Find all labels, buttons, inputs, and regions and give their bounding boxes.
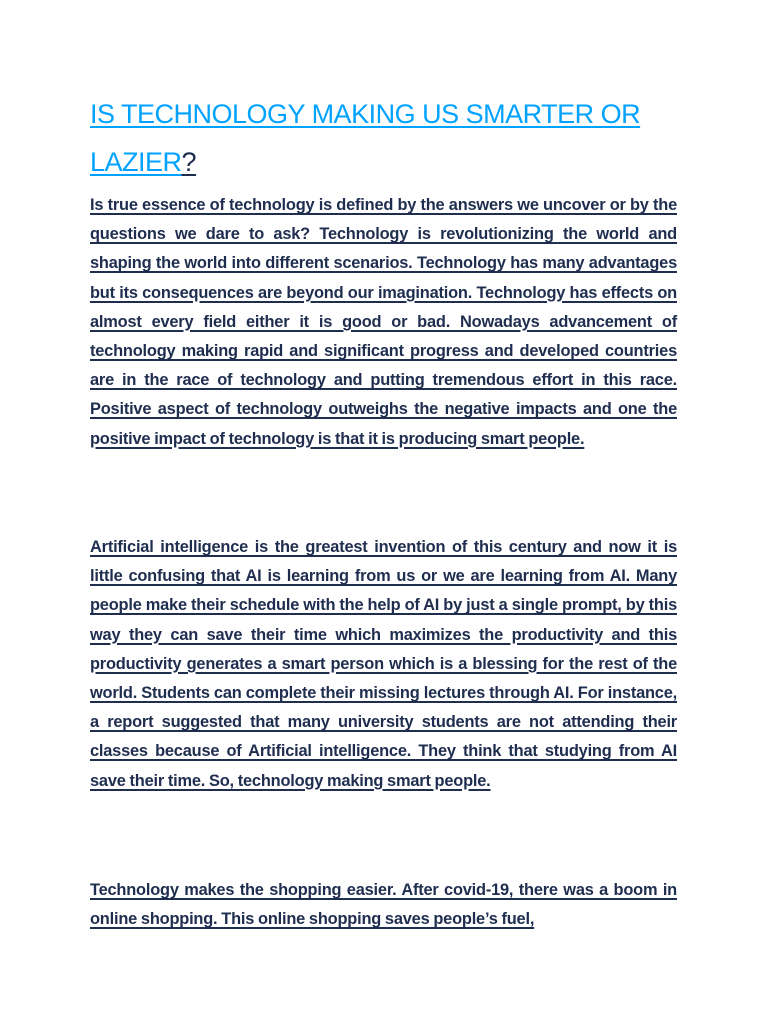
paragraph-shopping: Technology makes the shopping easier. After covid-19, there was a boom in online shopping. This online shopping saves people’s fuel, xyxy=(90,881,677,929)
paragraph-ai: Artificial intelligence is the greatest invention of this century and now it is little confusing that AI is learning from us or we are learning from AI. Many people make their schedule with the help of AI by just a single prompt, by this way they can save their time which maximizes the productivity and this productivity generates a smart person which is a blessing for the rest of the world. Students can complete their missing lectures through AI. For instance, a report suggested that many university students are not attending their classes because of Artificial intelligence. They think that studying from AI save their time. So, technology making smart people. xyxy=(90,538,677,790)
paragraph-intro: Is true essence of technology is defined by the answers we uncover or by the questions we dare to ask? Technology is revolutionizing the world and shaping the world into different scenarios. Technology has many advantages but its consequences are beyond our imagination. Technology has effects on almost every field either it is good or bad. Nowadays advancement of technology making rapid and significant progress and developed countries are in the race of technology and putting tremendous effort in this race. Positive aspect of technology outweighs the negative impacts and one the positive impact of technology is that it is producing smart people. xyxy=(90,196,677,448)
title-question-mark: ? xyxy=(181,147,197,177)
document-page xyxy=(90,90,677,929)
title-link[interactable]: IS TECHNOLOGY MAKING US SMARTER OR LAZIER xyxy=(90,99,641,177)
document-title xyxy=(90,90,677,186)
